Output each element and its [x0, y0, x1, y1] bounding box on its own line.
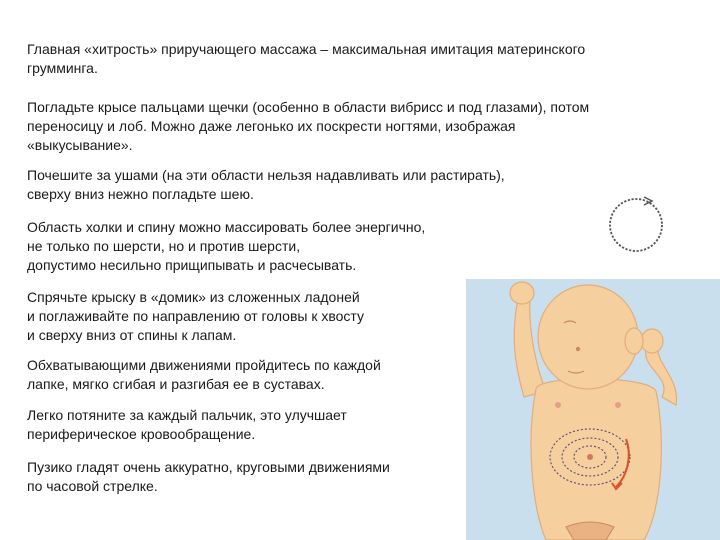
- paragraph-paws: Обхватывающими движениями пройдитесь по каждой лапке, мягко сгибая и разгибая ее в суставах.: [27, 357, 381, 392]
- circular-arrow-icon: [604, 192, 668, 256]
- paragraph-belly: Пузико гладят очень аккуратно, круговыми движениями по часовой стрелке.: [27, 459, 390, 494]
- paragraph-back: Область холки и спину можно массировать более энергично, не только по шерсти, но и против шерсти, допустимо несильно прищипывать и расчесывать.: [27, 219, 426, 273]
- paragraph-grooming-intro: Главная «хитрость» приручающего массажа – максимальная имитация материнского грумминга.: [27, 41, 586, 76]
- paragraph-fingers: Легко потяните за каждый пальчик, это улучшает периферическое кровообращение.: [27, 407, 347, 442]
- paragraph-palms-house: Спрячьте крыску в «домик» из сложенных ладоней и поглаживайте по направлению от головы к хвосту и сверху вниз от спины к лапам.: [27, 289, 364, 343]
- paragraph-ears-neck: Почешите за ушами (на эти области нельзя надавливать или растирать), сверху вниз нежно погладьте шею.: [27, 167, 505, 202]
- paragraph-cheeks: Погладьте крысе пальцами щечки (особенно в области вибрисс и под глазами), потом переносицу и лоб. Можно даже легонько их поскрести ногтями, изображая «выкусывание».: [27, 99, 590, 153]
- baby-tummy-massage-illustration: [466, 279, 720, 540]
